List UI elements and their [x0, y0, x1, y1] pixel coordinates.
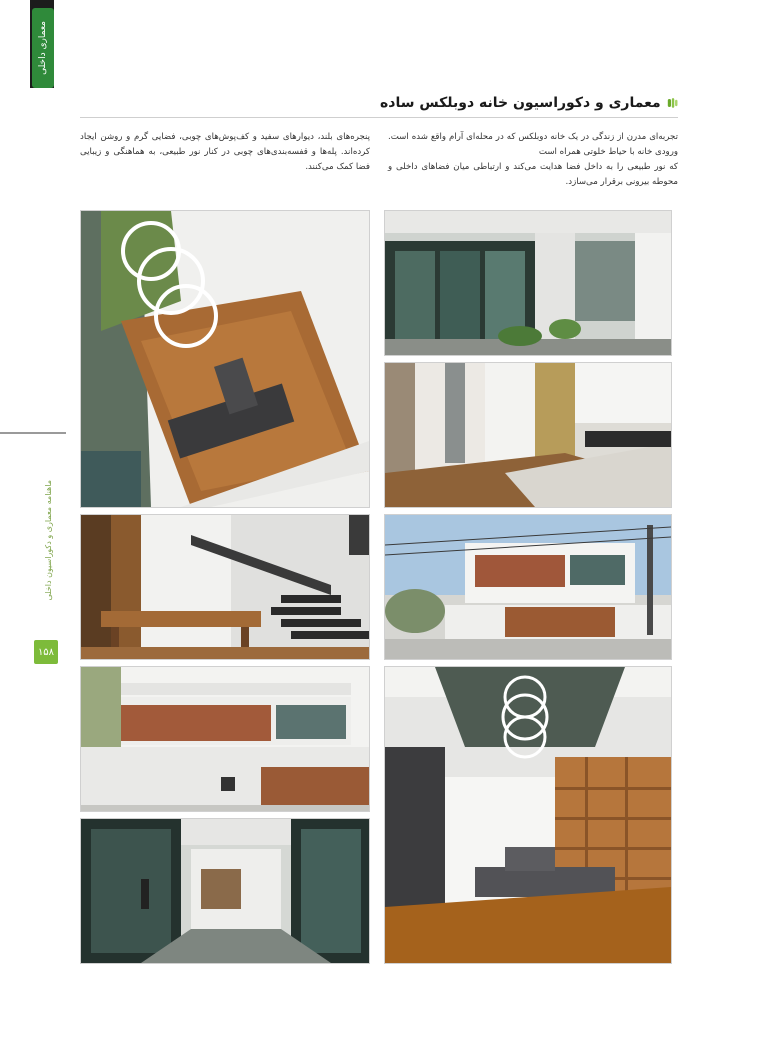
leaf-icon [667, 96, 678, 110]
article-paragraph: که نور طبیعی را به داخل فضا هدایت می‌کند و ارتباطی میان فضاهای داخلی و محوطه بیرونی برقرار می‌سازد. [388, 162, 678, 187]
side-magazine-text [40, 440, 56, 640]
section-tab-label: معماری داخلی [38, 21, 48, 75]
article-column-left [80, 130, 370, 175]
article-title-row [380, 92, 678, 114]
photo-bedroom [384, 362, 672, 508]
article-column-right [388, 130, 678, 190]
photo-facade-street [384, 514, 672, 660]
section-tab [32, 8, 54, 88]
article-title: معماری و دکوراسیون خانه دوبلکس ساده [380, 95, 661, 111]
photo-interior-courtyard [80, 818, 370, 964]
page-number-badge: ۱۵۸ [34, 640, 58, 664]
photo-living-room-aerial [80, 210, 370, 508]
photo-living-room-bookshelf [384, 666, 672, 964]
article-paragraph: پنجره‌های بلند، دیوارهای سفید و کف‌پوش‌های چوبی، فضایی گرم و روشن ایجاد کرده‌اند. پله‌ها و قفسه‌بندی‌های چوبی در کنار نور طبیعی، به هماهنگی و زیبایی فضا کمک می‌کنند. [80, 132, 370, 172]
side-magazine-label: ماهنامه معماری و دکوراسیون داخلی [43, 479, 53, 601]
article-paragraph: تجربه‌ای مدرن از زندگی در یک خانه دوبلکس که در محله‌ای آرام واقع شده است. ورودی خانه با حیاط خلوتی همراه است [388, 132, 678, 157]
photo-courtyard-entrance [384, 210, 672, 356]
photo-facade-front [80, 666, 370, 812]
title-divider [80, 117, 678, 118]
side-divider [0, 432, 66, 434]
photo-staircase-dining [80, 514, 370, 660]
